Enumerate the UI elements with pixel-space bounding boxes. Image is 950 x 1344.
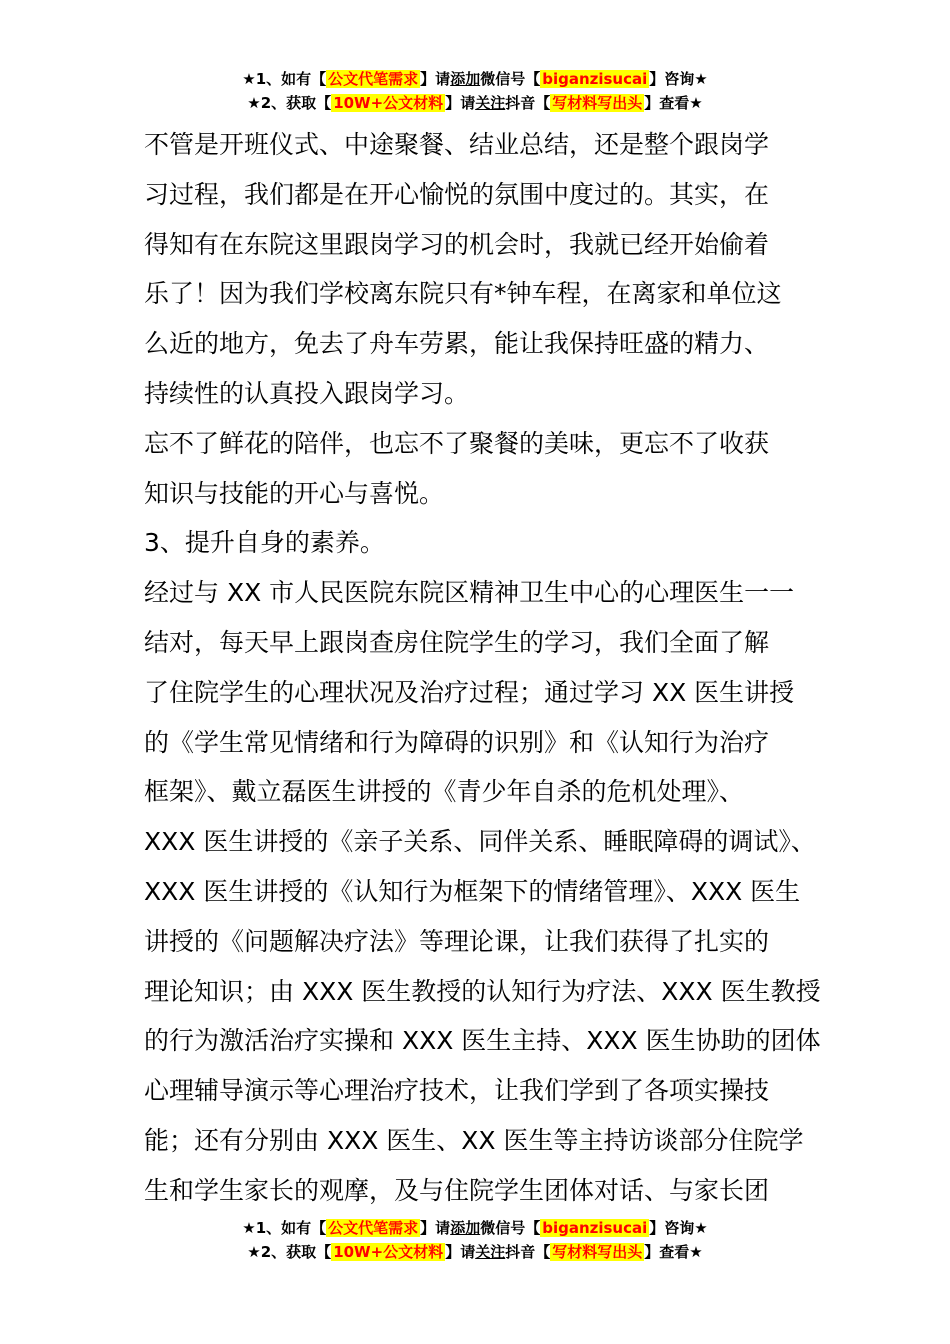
body-line: 框架》、戴立磊医生讲授的《青少年自杀的危机处理》、 xyxy=(144,777,745,807)
footer-banner xyxy=(0,1216,950,1264)
highlight-materials: 10W+公文材料 xyxy=(333,1243,444,1261)
body-line: XXX 医生讲授的《亲子关系、同伴关系、睡眠障碍的调试》、 xyxy=(144,827,816,857)
highlight-service: 公文代笔需求 xyxy=(328,70,419,88)
body-line: XXX 医生讲授的《认知行为框架下的情绪管理》、XXX 医生 xyxy=(144,876,801,906)
highlight-wechat-id: biganzisucai xyxy=(542,1219,648,1237)
body-line: 知识与技能的开心与喜悦。 xyxy=(144,478,445,508)
body-line: 的《学生常见情绪和行为障碍的识别》和《认知行为治疗 xyxy=(144,727,770,757)
body-line: 理论知识；由 XXX 医生教授的认知行为疗法、XXX 医生教授 xyxy=(144,976,821,1006)
banner-line-1: ★1、如有【 公文代笔需求 】请添加微信号【 biganzisucai 】咨询★ xyxy=(242,70,708,88)
section-heading: 3、提升自身的素养。 xyxy=(144,528,385,558)
body-line: 能；还有分别由 XXX 医生、XX 医生等主持访谈部分住院学 xyxy=(144,1125,804,1155)
highlight-douyin-id: 写材料写出头 xyxy=(552,94,643,112)
body-line: 持续性的认真投入跟岗学习。 xyxy=(144,378,470,408)
body-line: 结对，每天早上跟岗查房住院学生的学习，我们全面了解 xyxy=(144,627,770,657)
banner-line-2: ★2、获取【 10W+公文材料 】请关注抖音【 写材料写出头 】查看★ xyxy=(247,1243,703,1261)
body-line: 不管是开班仪式、中途聚餐、结业总结，还是整个跟岗学 xyxy=(144,130,770,159)
body-line: 的行为激活治疗实操和 XXX 医生主持、XXX 医生协助的团体 xyxy=(144,1026,821,1056)
highlight-service: 公文代笔需求 xyxy=(328,1219,419,1237)
body-line: 习过程，我们都是在开心愉悦的氛围中度过的。其实，在 xyxy=(144,179,770,209)
highlight-douyin-id: 写材料写出头 xyxy=(552,1243,643,1261)
banner-line-1: ★1、如有【 公文代笔需求 】请添加微信号【 biganzisucai 】咨询★ xyxy=(242,1219,708,1237)
body-line: 心理辅导演示等心理治疗技术，让我们学到了各项实操技 xyxy=(144,1076,770,1106)
highlight-wechat-id: biganzisucai xyxy=(542,70,648,88)
body-line: 忘不了鲜花的陪伴，也忘不了聚餐的美味，更忘不了收获 xyxy=(144,428,770,458)
body-line: 乐了！因为我们学校离东院只有*钟车程，在离家和单位这 xyxy=(144,279,782,309)
banner-line-2: ★2、获取【 10W+公文材料 】请关注抖音【 写材料写出头 】查看★ xyxy=(247,94,703,112)
body-line: 么近的地方，免去了舟车劳累，能让我保持旺盛的精力、 xyxy=(144,329,770,359)
header-banner xyxy=(0,67,950,115)
body-line: 生和学生家长的观摩，及与住院学生团体对话、与家长团 xyxy=(144,1175,770,1205)
highlight-materials: 10W+公文材料 xyxy=(333,94,444,112)
body-line: 了住院学生的心理状况及治疗过程；通过学习 XX 医生讲授 xyxy=(144,677,795,707)
body-line: 得知有在东院这里跟岗学习的机会时，我就已经开始偷着 xyxy=(144,229,770,259)
body-line: 经过与 XX 市人民医院东院区精神卫生中心的心理医生一一 xyxy=(144,578,795,608)
body-line: 讲授的《问题解决疗法》等理论课，让我们获得了扎实的 xyxy=(144,926,770,956)
document-body xyxy=(144,120,821,1216)
